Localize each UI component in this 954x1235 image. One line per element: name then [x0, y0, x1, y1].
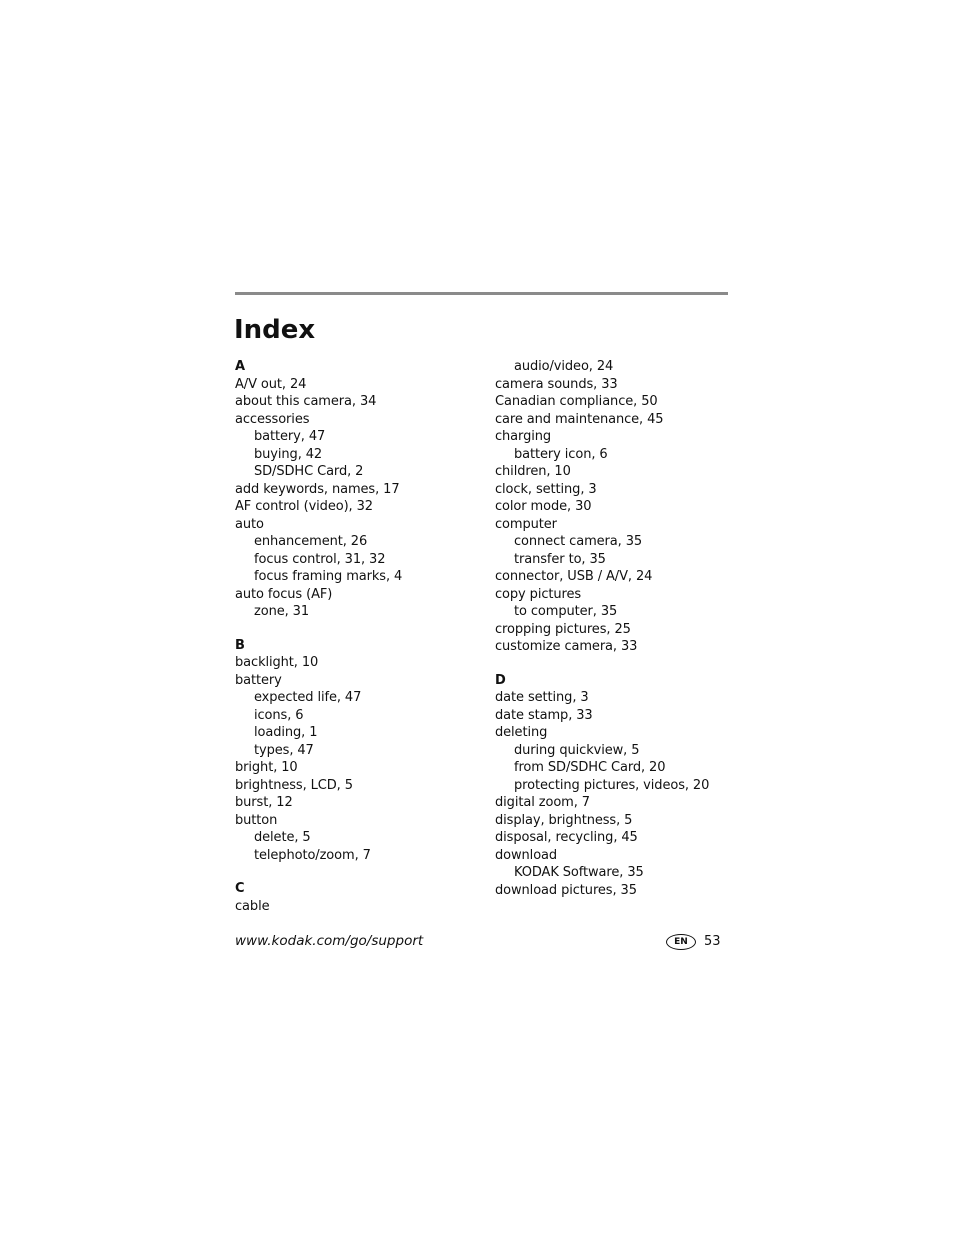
index-subentry: connect camera, 35	[514, 534, 643, 549]
index-entry: connector, USB / A/V, 24	[495, 569, 653, 584]
index-subentry: types, 47	[254, 742, 314, 758]
index-section-letter: C	[235, 881, 245, 896]
index-subentry: SD/SDHC Card, 2	[254, 464, 364, 479]
index-entry: display, brightness, 5	[495, 812, 633, 828]
index-subentry: transfer to, 35	[514, 551, 606, 567]
index-subentry: expected life, 47	[254, 690, 362, 705]
index-entry: color mode, 30	[495, 499, 592, 514]
index-subentry: loading, 1	[254, 725, 318, 740]
index-entry: care and maintenance, 45	[495, 411, 664, 427]
index-section-letter: D	[495, 672, 506, 688]
language-badge: EN	[666, 934, 696, 950]
index-entry: A/V out, 24	[235, 376, 307, 392]
index-column-left	[235, 358, 490, 915]
page-number: 53	[704, 934, 721, 949]
index-subentry: during quickview, 5	[514, 742, 640, 758]
index-subentry: buying, 42	[254, 446, 323, 462]
index-subentry: KODAK Software, 35	[514, 865, 644, 880]
page-title: Index	[234, 315, 316, 345]
index-entry: button	[235, 812, 278, 828]
footer-page-info	[666, 933, 721, 951]
index-subentry: to computer, 35	[514, 604, 618, 619]
index-entry: battery	[235, 672, 282, 688]
section-gap	[235, 621, 490, 637]
section-gap	[495, 656, 750, 672]
index-entry: digital zoom, 7	[495, 795, 590, 810]
index-entry: Canadian compliance, 50	[495, 394, 658, 409]
index-subentry: protecting pictures, videos, 20	[514, 777, 710, 793]
index-entry: cropping pictures, 25	[495, 621, 631, 637]
index-subentry: focus framing marks, 4	[254, 569, 403, 584]
section-gap	[235, 864, 490, 880]
index-entry: AF control (video), 32	[235, 499, 373, 514]
index-column-right	[495, 358, 750, 899]
index-entry: camera sounds, 33	[495, 376, 618, 392]
index-entry: disposal, recycling, 45	[495, 830, 638, 845]
index-subentry: zone, 31	[254, 604, 310, 619]
index-entry: brightness, LCD, 5	[235, 777, 353, 793]
index-entry: download pictures, 35	[495, 882, 637, 898]
index-entry: add keywords, names, 17	[235, 481, 400, 497]
index-entry: children, 10	[495, 464, 571, 479]
index-subentry: icons, 6	[254, 707, 304, 723]
index-subentry: telephoto/zoom, 7	[254, 847, 371, 863]
index-entry: customize camera, 33	[495, 639, 638, 654]
index-entry: date stamp, 33	[495, 707, 593, 723]
index-entry: accessories	[235, 411, 310, 427]
index-entry: burst, 12	[235, 795, 293, 810]
footer-url: www.kodak.com/go/support	[235, 933, 424, 949]
index-entry: date setting, 3	[495, 690, 589, 705]
index-subentry: audio/video, 24	[514, 359, 614, 374]
index-subentry: enhancement, 26	[254, 534, 368, 549]
index-section-letter: A	[235, 359, 245, 374]
index-entry: auto	[235, 516, 264, 532]
index-entry: clock, setting, 3	[495, 481, 597, 497]
index-entry: charging	[495, 429, 552, 444]
index-subentry: delete, 5	[254, 830, 311, 845]
index-entry: deleting	[495, 725, 548, 740]
index-entry: bright, 10	[235, 760, 298, 775]
header-rule	[235, 292, 728, 295]
index-entry: auto focus (AF)	[235, 586, 333, 602]
index-subentry: battery icon, 6	[514, 446, 608, 462]
index-entry: download	[495, 847, 558, 863]
index-entry: about this camera, 34	[235, 394, 377, 409]
index-section-letter: B	[235, 637, 245, 653]
index-entry: copy pictures	[495, 586, 582, 602]
index-entry: computer	[495, 516, 557, 532]
index-entry: cable	[235, 898, 270, 914]
index-subentry: from SD/SDHC Card, 20	[514, 760, 666, 775]
index-subentry: battery, 47	[254, 429, 326, 444]
index-entry: backlight, 10	[235, 655, 319, 670]
index-subentry: focus control, 31, 32	[254, 551, 386, 567]
